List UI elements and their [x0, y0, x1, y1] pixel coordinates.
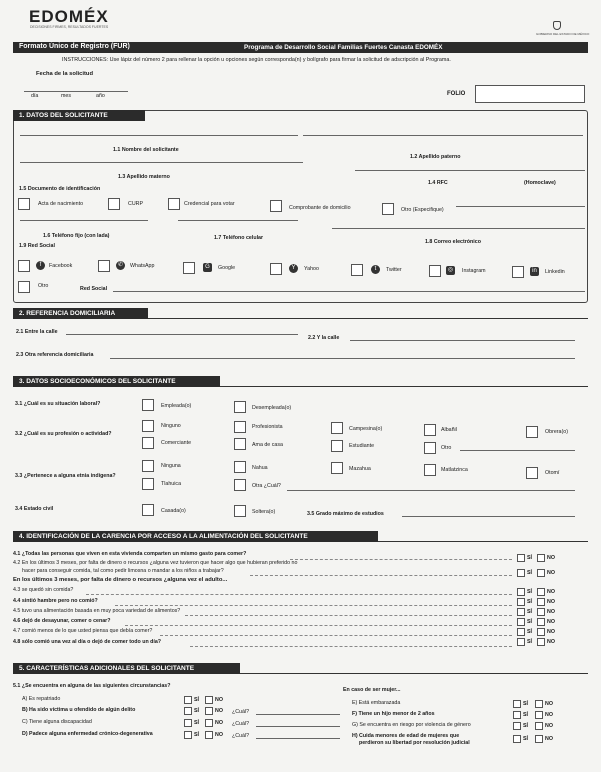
q48-si-label: SÍ: [527, 639, 533, 645]
red-facebook-checkbox[interactable]: [18, 260, 30, 272]
q42b-label: hacer para conseguir comida, tal como pedir limosna o mandar a los niños a trabajar?: [22, 568, 224, 574]
q5e-no-label: NO: [545, 701, 553, 707]
q41-label: 4.1 ¿Todas las personas que viven en esta vivienda comparten un mismo gasto para comer?: [13, 551, 247, 557]
etn-otra-checkbox[interactable]: [234, 479, 246, 491]
q42a-label: 4.2 En los últimos 3 meses, por falta de dinero o recursos ¿alguna vez tuvieron que hacer algo que hubieran preferido no: [13, 560, 298, 566]
q5e-si-label: SÍ: [523, 701, 529, 707]
mujer-label: En caso de ser mujer...: [343, 687, 401, 693]
q5d-no-checkbox[interactable]: [205, 731, 213, 739]
nombre-field[interactable]: [20, 135, 298, 136]
prof-otro-checkbox[interactable]: [424, 442, 436, 454]
yahoo-icon: Y: [289, 264, 298, 273]
q5b-si-checkbox[interactable]: [184, 707, 192, 715]
doc-curp-checkbox[interactable]: [108, 198, 120, 210]
q43-si-checkbox[interactable]: [517, 588, 525, 596]
tel-cel-label: 1.7 Teléfono celular: [214, 235, 264, 241]
q5a-label: A) Es repatriado: [22, 696, 61, 702]
q5c-label: C) Tiene alguna discapacidad: [22, 719, 92, 725]
q5b-si-label: SÍ: [194, 708, 200, 714]
tel-fijo-label: 1.6 Teléfono fijo (con lada): [43, 233, 110, 239]
ycalle-field[interactable]: [350, 340, 575, 341]
etn-tlahuica-checkbox[interactable]: [142, 478, 154, 490]
red-google-checkbox[interactable]: [183, 262, 195, 274]
q5g-si-checkbox[interactable]: [513, 722, 521, 730]
q5a-si-label: SÍ: [194, 697, 200, 703]
section-2-rule: [148, 318, 588, 319]
red-social-label: Red Social: [80, 286, 108, 292]
red-instagram-checkbox[interactable]: [429, 265, 441, 277]
rfc-field[interactable]: [355, 170, 585, 171]
q5f-no-checkbox[interactable]: [535, 711, 543, 719]
folio-label: FOLIO: [447, 91, 466, 97]
q5g-si-label: SÍ: [523, 723, 529, 729]
doc-acta-checkbox[interactable]: [18, 198, 30, 210]
prof-profesionista-label: Profesionista: [252, 424, 283, 430]
q5d-cual-field[interactable]: [256, 738, 340, 739]
q5a-no-label: NO: [215, 697, 223, 703]
q43-leader: [86, 594, 512, 595]
etn-tlahuica-label: Tlahuica: [161, 481, 182, 487]
doc-curp-label: CURP: [128, 201, 144, 207]
q5e-no-checkbox[interactable]: [535, 700, 543, 708]
q47-si-checkbox[interactable]: [517, 628, 525, 636]
q45-no-label: NO: [547, 609, 555, 615]
prof-albanil-checkbox[interactable]: [424, 424, 436, 436]
q44-no-label: NO: [547, 599, 555, 605]
red-social-field[interactable]: [113, 291, 585, 292]
red-whatsapp-label: WhatsApp: [130, 263, 155, 269]
q5h-si-label: SÍ: [523, 736, 529, 742]
estudios-field[interactable]: [402, 516, 575, 517]
seal-text: GOBIERNO DEL ESTADO DE MÉXICO: [536, 32, 590, 36]
q5c-no-label: NO: [215, 720, 223, 726]
red-whatsapp-checkbox[interactable]: [98, 260, 110, 272]
q48-no-checkbox[interactable]: [537, 638, 545, 646]
lab-empleada-label: Empleada(o): [161, 403, 192, 409]
q5b-no-label: NO: [215, 708, 223, 714]
section-2-title: 2. REFERENCIA DOMICILIARIA: [13, 308, 148, 319]
q41-si-label: SÍ: [527, 555, 533, 561]
etn-otomi-label: Otomí: [545, 470, 560, 476]
q48-si-checkbox[interactable]: [517, 638, 525, 646]
rfc-label: 1.4 RFC: [428, 180, 448, 186]
red-twitter-checkbox[interactable]: [351, 264, 363, 276]
etn-ninguna-checkbox[interactable]: [142, 460, 154, 472]
form-title: Formato Único de Registro (FUR): [19, 43, 130, 50]
dia-label: día: [31, 93, 39, 99]
prof-obrera-checkbox[interactable]: [526, 426, 538, 438]
prof-estudiante-checkbox[interactable]: [331, 440, 343, 452]
q42-leader: [250, 575, 512, 576]
q43-label: 4.3 se quedó sin comida?: [13, 587, 74, 593]
homoclave-label: (Homoclave): [524, 180, 556, 186]
q47-si-label: SÍ: [527, 629, 533, 635]
q5c-cual-label: ¿Cuál?: [232, 721, 250, 727]
doc-comprobante-label: Comprobante de domicilio: [289, 205, 351, 211]
q47-label: 4.7 comió menos de lo que usted piensa que debía comer?: [13, 628, 153, 634]
q47-no-checkbox[interactable]: [537, 628, 545, 636]
red-yahoo-label: Yahoo: [304, 266, 319, 272]
q5h-no-checkbox[interactable]: [535, 735, 543, 743]
q48-leader: [190, 646, 512, 647]
linkedin-icon: in: [530, 267, 539, 276]
q45-no-checkbox[interactable]: [537, 608, 545, 616]
red-linkedin-checkbox[interactable]: [512, 266, 524, 278]
q41-leader: [290, 559, 512, 560]
q45-label: 4.5 tuvo una alimentación basada en muy poca variedad de alimentos?: [13, 608, 181, 614]
etn-nahua-label: Nahua: [252, 465, 268, 471]
q5a-si-checkbox[interactable]: [184, 696, 192, 704]
prof-ninguno-checkbox[interactable]: [142, 420, 154, 432]
tagline: DECISIONES FIRMES, RESULTADOS FUERTES: [30, 25, 109, 29]
section-1-title: 1. DATOS DEL SOLICITANTE: [13, 110, 145, 121]
q42-no-label: NO: [547, 570, 555, 576]
q31-label: 3.1 ¿Cuál es su situación laboral?: [15, 401, 101, 407]
lab-desempleada-checkbox[interactable]: [234, 401, 246, 413]
q5f-si-label: SÍ: [523, 712, 529, 718]
q44-no-checkbox[interactable]: [537, 598, 545, 606]
q41-no-label: NO: [547, 555, 555, 561]
tel-cel-field[interactable]: [178, 220, 298, 221]
section-5-rule: [240, 673, 588, 674]
q47-no-label: NO: [547, 629, 555, 635]
ap-paterno-field[interactable]: [303, 135, 583, 136]
section-3-rule: [220, 386, 588, 387]
q5h-no-label: NO: [545, 736, 553, 742]
ap-materno-field[interactable]: [20, 162, 303, 163]
prof-albanil-label: Albañil: [441, 427, 457, 433]
q5c-si-checkbox[interactable]: [184, 719, 192, 727]
prof-comerciante-checkbox[interactable]: [142, 437, 154, 449]
q46-si-checkbox[interactable]: [517, 618, 525, 626]
logo: EDOMÉX: [29, 7, 109, 26]
etn-nahua-checkbox[interactable]: [234, 461, 246, 473]
q46-no-label: NO: [547, 619, 555, 625]
q35-label: 3.5 Grado máximo de estudios: [307, 511, 384, 517]
correo-field[interactable]: [332, 228, 585, 229]
doc-credencial-label: Credencial para votar: [184, 201, 235, 207]
instagram-icon: ◎: [447, 267, 454, 273]
fecha-label: Fecha de la solicitud: [36, 71, 94, 77]
q48-no-label: NO: [547, 639, 555, 645]
q44-label: 4.4 sintió hambre pero no comió?: [13, 598, 98, 604]
q43-no-checkbox[interactable]: [537, 588, 545, 596]
prof-otro-field[interactable]: [460, 450, 575, 451]
q42-si-checkbox[interactable]: [517, 569, 525, 577]
red-twitter-label: Twitter: [386, 267, 402, 273]
etn-mazahua-label: Mazahua: [349, 466, 371, 472]
q5d-no-label: NO: [215, 732, 223, 738]
red-instagram-label: Instagram: [462, 268, 486, 274]
q5b-cual-label: ¿Cuál?: [232, 709, 250, 715]
q5g-no-label: NO: [545, 723, 553, 729]
red-facebook-label: Facebook: [49, 263, 73, 269]
q5b-label: B) Ha sido víctima u ofendido de algún delito: [22, 707, 136, 713]
section-4-rule: [378, 541, 588, 542]
civ-soltera-label: Soltera(o): [252, 509, 276, 515]
prof-profesionista-checkbox[interactable]: [234, 421, 246, 433]
q5d-si-label: SÍ: [194, 732, 200, 738]
q5b-no-checkbox[interactable]: [205, 707, 213, 715]
prof-campesina-label: Campesina(o): [349, 426, 383, 432]
anio-label: año: [96, 93, 105, 99]
q33-label: 3.3 ¿Pertenece a alguna etnia indígena?: [15, 473, 116, 479]
red-label: 1.9 Red Social: [19, 243, 55, 249]
q5d-label: D) Padece alguna enfermedad crónico-degenerativa: [22, 731, 153, 737]
tel-fijo-field[interactable]: [20, 220, 148, 221]
etn-otra-label: Otra ¿Cuál?: [252, 483, 281, 489]
q46-no-checkbox[interactable]: [537, 618, 545, 626]
q41-no-checkbox[interactable]: [537, 554, 545, 562]
calle-label: 2.1 Entre la calle: [16, 329, 58, 335]
facebook-icon: f: [36, 261, 45, 270]
etn-ninguna-label: Ninguna: [161, 463, 181, 469]
q5c-cual-field[interactable]: [256, 726, 340, 727]
q5h2-label: perdieron su libertad por resolución judicial: [359, 740, 470, 746]
lab-desempleada-label: Desempleada(o): [252, 405, 292, 411]
civ-soltera-checkbox[interactable]: [234, 505, 246, 517]
doc-comprobante-checkbox[interactable]: [270, 200, 282, 212]
q5c-si-label: SÍ: [194, 720, 200, 726]
prof-otro-label: Otro: [441, 445, 452, 451]
q32-label: 3.2 ¿Cuál es su profesión o actividad?: [15, 431, 112, 437]
folio-field[interactable]: [475, 85, 585, 103]
fecha-field[interactable]: [24, 80, 128, 92]
q5e-si-checkbox[interactable]: [513, 700, 521, 708]
etn-mazahua-checkbox[interactable]: [331, 462, 343, 474]
q45-si-checkbox[interactable]: [517, 608, 525, 616]
section-4-title: 4. IDENTIFICACIÓN DE LA CARENCIA POR ACCESO A LA ALIMENTACIÓN DEL SOLICITANTE: [13, 531, 378, 542]
doc-label: 1.5 Documento de identificación: [19, 186, 101, 192]
prof-estudiante-label: Estudiante: [349, 443, 375, 449]
q44-si-label: SÍ: [527, 599, 533, 605]
prof-comerciante-label: Comerciante: [161, 440, 192, 446]
etn-otomi-checkbox[interactable]: [526, 467, 538, 479]
q34-label: 3.4 Estado civil: [15, 506, 54, 512]
q5f-si-checkbox[interactable]: [513, 711, 521, 719]
correo-label: 1.8 Correo electrónico: [425, 239, 481, 245]
q45-si-label: SÍ: [527, 609, 533, 615]
q42-si-label: SÍ: [527, 570, 533, 576]
q48-label: 4.8 sólo comió una vez al día o dejó de comer todo un día?: [13, 639, 162, 645]
q46-label: 4.6 dejó de desayunar, comer o cenar?: [13, 618, 111, 624]
prof-ama-checkbox[interactable]: [234, 438, 246, 450]
doc-otro-label: Otro (Especifique): [401, 207, 444, 213]
twitter-icon: t: [371, 265, 380, 274]
red-otro-checkbox[interactable]: [18, 281, 30, 293]
red-linkedin-label: Linkedin: [545, 269, 565, 275]
doc-acta-label: Acta de nacimiento: [38, 201, 84, 207]
q43-si-label: SÍ: [527, 589, 533, 595]
nombre-label: 1.1 Nombre del solicitante: [113, 147, 179, 153]
ycalle-label: 2.2 Y la calle: [308, 335, 340, 341]
ap-paterno-label: 1.2 Apellido paterno: [410, 154, 461, 160]
prof-obrera-label: Obrera(o): [545, 429, 568, 435]
red-yahoo-checkbox[interactable]: [270, 263, 282, 275]
q5a-no-checkbox[interactable]: [205, 696, 213, 704]
q43-no-label: NO: [547, 589, 555, 595]
prof-ama-label: Ama de casa: [252, 442, 283, 448]
doc-otro-field[interactable]: [456, 206, 585, 207]
q41-si-checkbox[interactable]: [517, 554, 525, 562]
q5g-label: G) Se encuentra en riesgo por violencia de género: [352, 722, 471, 728]
prof-campesina-checkbox[interactable]: [331, 422, 343, 434]
red-google-label: Google: [218, 265, 236, 271]
red-otro-label: Otro: [38, 283, 49, 289]
q5d-si-checkbox[interactable]: [184, 731, 192, 739]
q51-label: 5.1 ¿Se encuentra en alguna de las siguientes circunstancias?: [13, 683, 171, 689]
q5h-si-checkbox[interactable]: [513, 735, 521, 743]
section-3-title: 3. DATOS SOCIOECONÓMICOS DEL SOLICITANTE: [13, 376, 220, 387]
q5g-no-checkbox[interactable]: [535, 722, 543, 730]
section-5-title: 5. CARACTERÍSTICAS ADICIONALES DEL SOLICITANTE: [13, 663, 240, 674]
otra-ref-field[interactable]: [110, 358, 575, 359]
q46-si-label: SÍ: [527, 619, 533, 625]
prof-ninguno-label: Ninguno: [161, 423, 181, 429]
calle-field[interactable]: [66, 334, 298, 335]
ap-materno-label: 1.3 Apellido materno: [118, 174, 170, 180]
etn-otra-field[interactable]: [287, 490, 575, 491]
q42-no-checkbox[interactable]: [537, 569, 545, 577]
q5f-label: F) Tiene un hijo menor de 2 años: [352, 711, 435, 717]
doc-credencial-checkbox[interactable]: [168, 198, 180, 210]
q5c-no-checkbox[interactable]: [205, 719, 213, 727]
q5f-no-label: NO: [545, 712, 553, 718]
q5e-label: E) Está embarazada: [352, 700, 401, 706]
whatsapp-icon: ✆: [117, 262, 124, 268]
google-icon: G: [203, 263, 212, 272]
etn-matlatzinca-checkbox[interactable]: [424, 464, 436, 476]
mes-label: mes: [61, 93, 72, 99]
q5b-cual-field[interactable]: [256, 714, 340, 715]
civ-casada-checkbox[interactable]: [142, 504, 154, 516]
q5d-cual-label: ¿Cuál?: [232, 733, 250, 739]
civ-casada-label: Casada(o): [161, 508, 186, 514]
q44-si-checkbox[interactable]: [517, 598, 525, 606]
lab-empleada-checkbox[interactable]: [142, 399, 154, 411]
q47-leader: [160, 635, 512, 636]
q44-leader: [115, 605, 512, 606]
q45-leader: [185, 615, 512, 616]
instructions: INSTRUCCIONES: Use lápiz del número 2 para rellenar la opción u opciones según corresponda(n) y bolígrafo para firmar la solicitud de adscripción al Programa.: [62, 57, 451, 63]
q46-leader: [125, 625, 512, 626]
state-seal: [553, 21, 561, 30]
otra-ref-label: 2.3 Otra referencia domiciliaria: [16, 352, 94, 358]
q5h1-label: H) Cuida menores de edad de mujeres que: [352, 733, 460, 739]
q42c-label: En los últimos 3 meses, por falta de dinero o recursos ¿alguna vez el adulto...: [13, 577, 228, 583]
program-title: Programa de Desarrollo Social Familias Fuertes Canasta EDOMÉX: [244, 44, 443, 51]
etn-matlatzinca-label: Matlatzinca: [441, 467, 468, 473]
doc-otro-checkbox[interactable]: [382, 203, 394, 215]
